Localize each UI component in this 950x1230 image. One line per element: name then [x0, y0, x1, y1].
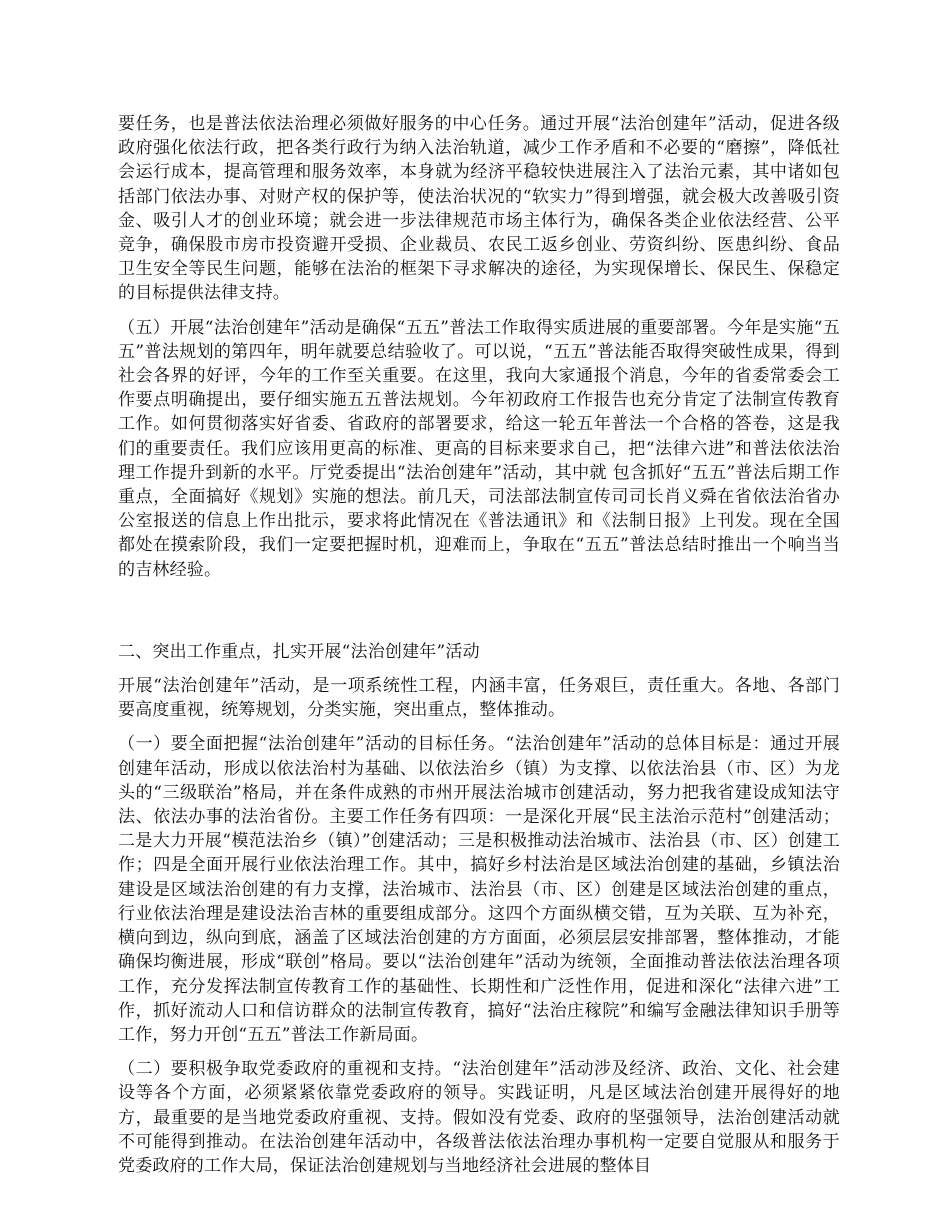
- paragraph-one: （一）要全面把握“法治创建年”活动的目标任务。“法治创建年”活动的总体目标是：通过开展创建年活动，形成以依法治村为基础、以依法治乡（镇）为支撑、以依法治县（市、区）为龙头的“三级联治”格局，并在条件成熟的市州开展法治城市创建活动，努力把我省建设成知法守法、依法办事的法治省份。主要工作任务有四项：一是深化开展“民主法治示范村”创建活动；二是大力开展“模范法治乡（镇）”创建活动；三是积极推动法治城市、法治县（市、区）创建工作；四是全面开展行业依法治理工作。其中，搞好乡村法治是区域法治创建的基础，乡镇法治建设是区域法治创建的有力支撑，法治城市、法治县（市、区）创建是区域法治创建的重点，行业依法治理是建设法治吉林的重要组成部分。这四个方面纵横交错，互为关联、互为补充，横向到边，纵向到底，涵盖了区域法治创建的方方面面，必须层层安排部署，整体推动，才能确保均衡进展，形成“联创”格局。要以“法治创建年”活动为统领，全面推动普法依法治理各项工作，充分发挥法制宣传教育工作的基础性、长期性和广泛性作用，促进和深化“法律六进”工作，抓好流动人口和信访群众的法制宣传教育，搞好“法治庄稼院”和编写金融法律知识手册等工作，努力开创“五五”普法工作新局面。: [118, 734, 840, 1045]
- paragraph-two: （二）要积极争取党委政府的重视和支持。“法治创建年”活动涉及经济、政治、文化、社会建设等各个方面，必须紧紧依靠党委政府的领导。实践证明，凡是区域法治创建开展得好的地方，最重要的是当地党委政府重视、支持。假如没有党委、政府的坚强领导，法治创建活动就不可能得到推动。在法治创建年活动中，各级普法依法治理办事机构一定要自觉服从和服务于党委政府的工作大局，保证法治创建规划与当地经济社会进展的整体目: [118, 1059, 840, 1176]
- paragraph-intro: 开展“法治创建年”活动，是一项系统性工程，内涵丰富，任务艰巨，责任重大。各地、各部门要高度重视，统筹规划，分类实施，突出重点，整体推动。: [118, 676, 840, 721]
- paragraph-continuation: 要任务，也是普法依法治理必须做好服务的中心任务。通过开展“法治创建年”活动，促进各级政府强化依法行政，把各类行政行为纳入法治轨道，减少工作矛盾和不必要的“磨擦”，降低社会运行成本，提高管理和服务效率，本身就为经济平稳较快进展注入了法治元素，其中诸如包括部门依法办事、对财产权的保护等，使法治状况的“软实力”得到增强，就会极大改善吸引资金、吸引人才的创业环境；就会进一步法律规范市场主体行为，确保各类企业依法经营、公平竞争，确保股市房市投资避开受损、企业裁员、农民工返乡创业、劳资纠纷、医患纠纷、食品卫生安全等民生问题，能够在法治的框架下寻求解决的途径，为实现保增长、保民生、保稳定的目标提供法律支持。: [118, 114, 840, 304]
- section-spacer: [118, 592, 840, 640]
- section-heading: 二、突出工作重点，扎实开展“法治创建年”活动: [118, 641, 480, 662]
- document-body: [118, 112, 840, 1188]
- paragraph-five: （五）开展“法治创建年”活动是确保“五五”普法工作取得实质进展的重要部署。今年是实施“五五”普法规划的第四年，明年就要总结验收了。可以说，“五五”普法能否取得突破性成果，得到社会各界的好评，今年的工作至关重要。在这里，我向大家通报个消息，今年的省委常委会工作要点明确提出，要仔细实施五五普法规划。今年初政府工作报告也充分肯定了法制宣传教育工作。如何贯彻落实好省委、省政府的部署要求，给这一轮五年普法一个合格的答卷，这是我们的重要责任。我们应该用更高的标准、更高的目标来要求自己，把“法律六进”和普法依法治理工作提升到新的水平。厅党委提出“法治创建年”活动，其中就 包含抓好“五五”普法后期工作重点，全面搞好《规划》实施的想法。前几天，司法部法制宣传司司长肖义舜在省依法治省办公室报送的信息上作出批示，要求将此情况在《普法通讯》和《法制日报》上刊发。现在全国都处在摸索阶段，我们一定要把握时机，迎难而上，争取在“五五”普法总结时推出一个响当当的吉林经验。: [118, 317, 840, 580]
